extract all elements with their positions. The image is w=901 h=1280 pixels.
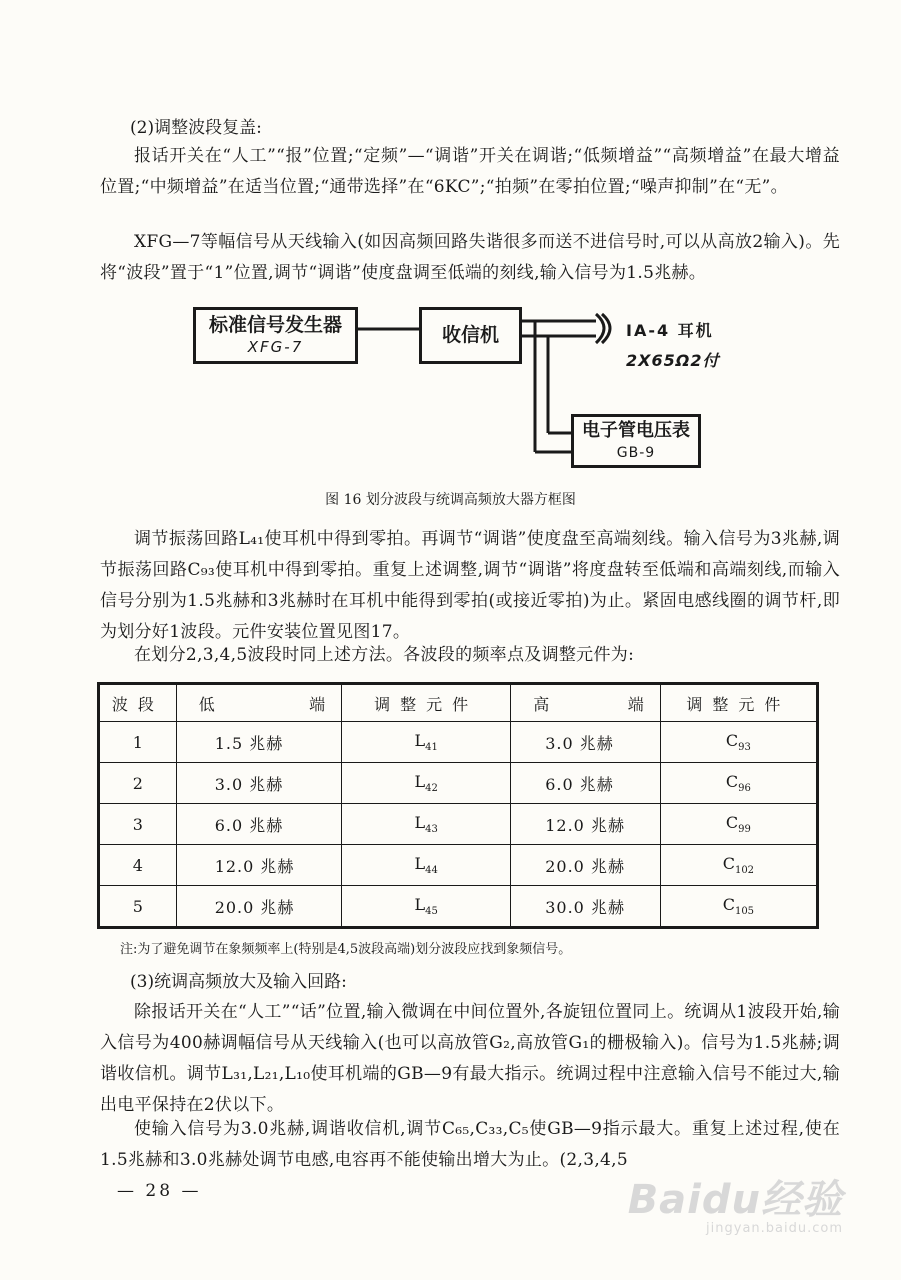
cell-low-freq: 1.5 兆赫	[176, 722, 341, 763]
section-2-paragraph-1: 报话开关在“人工”“报”位置;“定频”—“调谐”开关在调谐;“低频增益”“高频增益”在最大增益位置;“中频增益”在适当位置;“通带选择”在“6KC”;“拍频”在零拍位置;“噪声抑制”在“无”。	[100, 146, 840, 197]
header-high-a: 高	[533, 694, 550, 714]
header-low-b: 端	[309, 694, 326, 714]
cell-low-element: $L_{41}$	[342, 722, 511, 763]
header-low-end	[176, 684, 341, 722]
header-band: 波段	[99, 684, 177, 722]
cell-high-freq: 20.0 兆赫	[511, 845, 661, 886]
cell-high-element: $C_{102}$	[660, 845, 817, 886]
cell-band: 3	[99, 804, 177, 845]
section-2-paragraph-2: XFG—7等幅信号从天线输入(如因高频回路失谐很多而送不进信号时,可以从高放2输入)。先将“波段”置于“1”位置,调节“调谐”使度盘调至低端的刻线,输入信号为1.5兆赫。	[100, 232, 840, 283]
cell-band: 5	[99, 886, 177, 928]
section-3-paragraph-1: 除报话开关在“人工”“话”位置,输入微调在中间位置外,各旋钮位置同上。统调从1波段开始,输入信号为400赫调幅信号从天线输入(也可以高放管G₂,高放管G₁的栅极输入)。信号为1.5兆赫;调谐收信机。调节L₃₁,L₂₁,L₁₀使耳机端的GB—9有最大指示。统调过程中注意输入信号不能过大,输出电平保持在2伏以下。	[100, 1002, 840, 1115]
figure-caption: 图 16 划分波段与统调高频放大器方框图	[325, 492, 576, 508]
table-row	[99, 804, 818, 845]
voltmeter-model: GB-9	[616, 445, 656, 461]
earphone-symbol	[596, 314, 604, 343]
cell-high-freq: 12.0 兆赫	[511, 804, 661, 845]
cell-high-freq: 3.0 兆赫	[511, 722, 661, 763]
signal-generator-name: 标准信号发生器	[208, 314, 342, 336]
receiver-box: 收信机	[419, 307, 522, 364]
cell-low-freq: 20.0 兆赫	[176, 886, 341, 928]
table-row	[99, 886, 818, 928]
watermark	[628, 1168, 843, 1236]
header-high-end	[511, 684, 661, 722]
page-number: — 28 —	[117, 1181, 202, 1201]
cell-high-element: $C_{99}$	[660, 804, 817, 845]
earphone-spec-label: 2X65Ω2付	[626, 351, 720, 370]
cell-low-freq: 6.0 兆赫	[176, 804, 341, 845]
table-row	[99, 845, 818, 886]
cell-band: 4	[99, 845, 177, 886]
table-note: 注:为了避免调节在象频频率上(特别是4,5波段高端)划分波段应找到象频信号。	[120, 942, 572, 957]
header-high-b: 端	[627, 694, 644, 714]
voltmeter-box	[571, 414, 701, 468]
cell-high-element: $C_{93}$	[660, 722, 817, 763]
cell-high-freq: 6.0 兆赫	[511, 763, 661, 804]
section-3-paragraph-2: 使输入信号为3.0兆赫,调谐收信机,调节C₆₅,C₃₃,C₅使GB—9指示最大。重复上述过程,使在1.5兆赫和3.0兆赫处调节电感,电容再不能使输出增大为止。(2,3,4,5	[100, 1119, 840, 1170]
watermark-site: jingyan.baidu.com	[706, 1221, 843, 1236]
header-adjust-high: 调整元件	[660, 684, 817, 722]
earphone-model-label: IA-4 耳机	[626, 321, 714, 340]
cell-low-element: $L_{45}$	[342, 886, 511, 928]
voltmeter-name: 电子管电压表	[582, 420, 690, 441]
cell-low-freq: 12.0 兆赫	[176, 845, 341, 886]
band-table	[97, 682, 819, 929]
signal-generator-box	[193, 307, 358, 364]
signal-generator-model: XFG-7	[247, 338, 304, 356]
header-adjust-low: 调整元件	[342, 684, 511, 722]
cell-low-element: $L_{43}$	[342, 804, 511, 845]
cell-high-element: $C_{105}$	[660, 886, 817, 928]
cell-band: 2	[99, 763, 177, 804]
paragraph-3: 调节振荡回路L₄₁使耳机中得到零拍。再调节“调谐”使度盘至高端刻线。输入信号为3兆赫,调节振荡回路C₉₃使耳机中得到零拍。重复上述调整,调节“调谐”将度盘转至低端和高端刻线,而输入信号分别为1.5兆赫和3兆赫时在耳机中能得到零拍(或接近零拍)为止。紧固电感线圈的调节杆,即为划分好1波段。元件安装位置见图17。	[100, 529, 840, 642]
table-row	[99, 722, 818, 763]
cell-high-element: $C_{96}$	[660, 763, 817, 804]
diagram-wiring	[0, 0, 901, 520]
cell-band: 1	[99, 722, 177, 763]
table-row	[99, 763, 818, 804]
cell-high-freq: 30.0 兆赫	[511, 886, 661, 928]
cell-low-element: $L_{44}$	[342, 845, 511, 886]
section-2-heading: (2)调整波段复盖:	[130, 118, 262, 138]
cell-low-freq: 3.0 兆赫	[176, 763, 341, 804]
paragraph-4: 在划分2,3,4,5波段时同上述方法。各波段的频率点及调整元件为:	[134, 645, 635, 665]
section-3-heading: (3)统调高频放大及输入回路:	[130, 972, 347, 992]
cell-low-element: $L_{42}$	[342, 763, 511, 804]
table-header-row	[99, 684, 818, 722]
watermark-logo: Baidu经验	[627, 1177, 843, 1223]
header-low-a: 低	[198, 694, 215, 714]
